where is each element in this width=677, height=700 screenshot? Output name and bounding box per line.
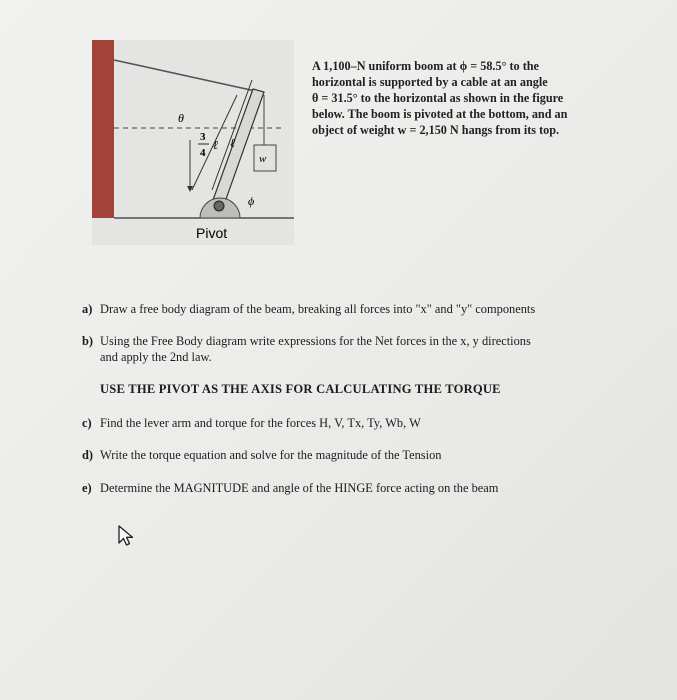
question-c	[82, 415, 421, 431]
question-text: Determine the MAGNITUDE and angle of the HINGE force acting on the beam	[100, 481, 499, 495]
weight-label: w	[259, 153, 267, 165]
question-text: Using the Free Body diagram write expressions for the Net forces in the x, y directions	[100, 334, 531, 348]
ell-label: ℓ	[213, 138, 218, 152]
wall	[92, 40, 114, 218]
problem-line: below. The boom is pivoted at the bottom, and an	[312, 107, 568, 121]
question-label: c)	[82, 416, 92, 430]
question-label: d)	[82, 448, 94, 462]
problem-line: θ = 31.5° to the horizontal as shown in the figure	[312, 91, 564, 105]
pivot-pin	[214, 201, 224, 211]
fraction-denominator: 4	[200, 147, 206, 159]
problem-line: object of weight w = 2,150 N hangs from its top.	[312, 123, 560, 137]
question-b	[82, 333, 531, 365]
boom-figure	[92, 40, 294, 245]
question-label: e)	[82, 481, 92, 495]
fraction-numerator: 3	[200, 131, 206, 143]
phi-label: ϕ	[248, 194, 255, 208]
pivot-label: Pivot	[196, 225, 228, 241]
question-text: Draw a free body diagram of the beam, breaking all forces into "x" and "y" components	[100, 302, 536, 316]
question-text-continued: and apply the 2nd law.	[100, 350, 212, 364]
question-text: Find the lever arm and torque for the forces H, V, Tx, Ty, Wb, W	[100, 416, 421, 430]
question-d	[82, 447, 441, 463]
problem-line: horizontal is supported by a cable at an angle	[312, 75, 548, 89]
boom-diagram	[92, 40, 294, 245]
question-a	[82, 301, 535, 317]
ell-label-2: ℓ	[230, 136, 235, 150]
problem-line: A 1,100–N uniform boom at ϕ = 58.5° to the	[312, 59, 539, 73]
problem-statement	[312, 58, 630, 138]
torque-instruction: USE THE PIVOT AS THE AXIS FOR CALCULATING THE TORQUE	[100, 382, 501, 396]
question-text: Write the torque equation and solve for the magnitude of the Tension	[100, 448, 442, 462]
question-e	[82, 480, 498, 496]
cable	[114, 60, 260, 92]
mouse-cursor-icon	[117, 524, 137, 553]
question-label: b)	[82, 334, 94, 348]
theta-label: θ	[178, 111, 184, 125]
question-label: a)	[82, 302, 93, 316]
